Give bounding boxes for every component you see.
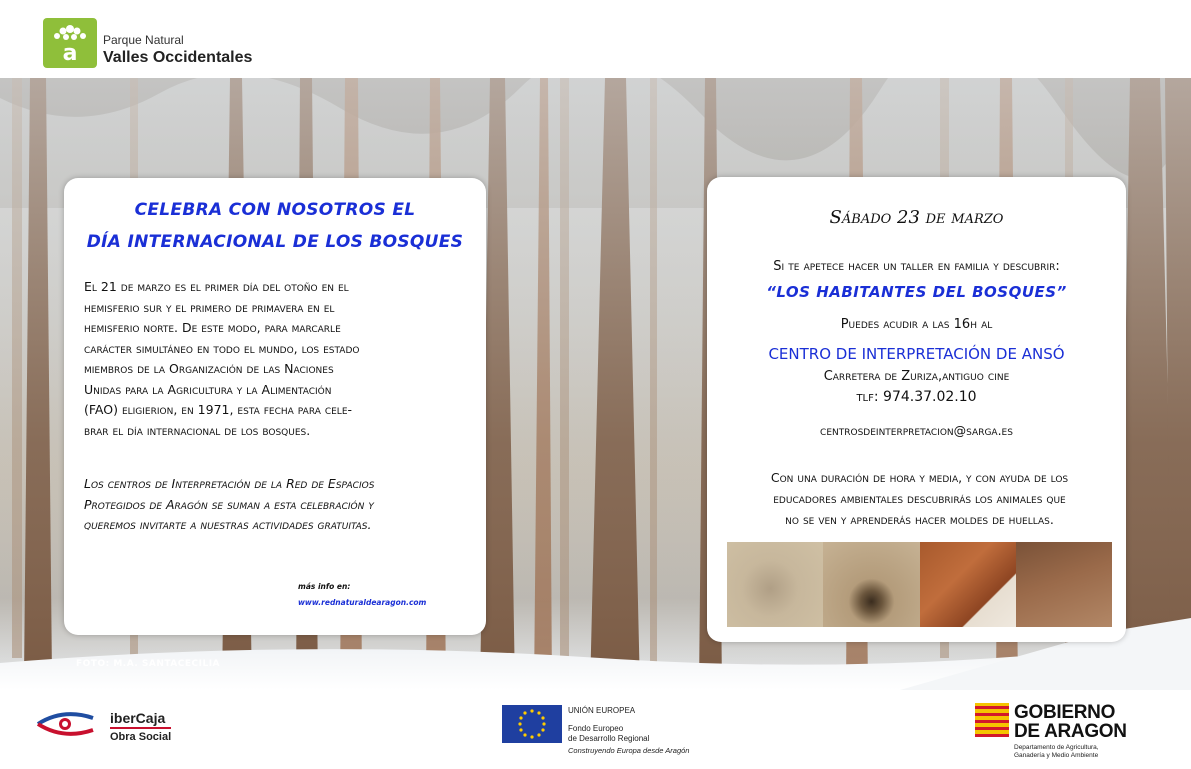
aragon-department-line-2: Ganadería y Medio Ambiente bbox=[1014, 752, 1099, 759]
more-info-link[interactable]: www.rednaturaldearagon.com bbox=[298, 598, 427, 607]
title-line-2: DÍA INTERNACIONAL DE LOS BOSQUES bbox=[86, 232, 464, 252]
description-line: Con una duración de hora y media, y con ayuda de los bbox=[770, 470, 1069, 485]
network-line: Los centros de Interpretación de la Red de Espacios bbox=[84, 476, 375, 491]
time-text: Puedes acudir a las 16h al bbox=[840, 317, 993, 332]
intro-line: hemisferio norte. De este modo, para marcarle bbox=[84, 320, 341, 335]
description-line: educadores ambientales descubrirás los animales que bbox=[773, 491, 1066, 506]
intro-line: hemisferio sur y el primero de primavera en el bbox=[84, 299, 335, 315]
eu-flag-icon bbox=[502, 705, 562, 743]
footer bbox=[0, 690, 1191, 769]
moth-photo bbox=[1016, 542, 1112, 627]
paw-print-photo bbox=[727, 542, 823, 627]
eu-fund-line-1: Fondo Europeo bbox=[568, 724, 624, 733]
aragon-title-line-2: DE ARAGON bbox=[1014, 721, 1127, 742]
network-paragraph bbox=[84, 474, 474, 536]
photo-credit: FOTO: M.A. SANTACECILIA bbox=[76, 659, 221, 669]
ibercaja-name: iberCaja bbox=[110, 710, 166, 726]
eu-fund-line-2: de Desarrollo Regional bbox=[568, 734, 650, 743]
eu-title: UNIÓN EUROPEA bbox=[568, 706, 636, 715]
title-line-1: CELEBRA CON NOSOTROS EL bbox=[134, 200, 416, 220]
footprint-photos bbox=[727, 542, 1112, 627]
info-card-left bbox=[64, 178, 486, 635]
network-line: Protegidos de Aragón se suman a esta celebración y bbox=[84, 496, 374, 512]
logo-letter: a bbox=[62, 41, 78, 66]
park-subtitle: Parque Natural bbox=[103, 33, 184, 47]
aragon-flag-icon bbox=[975, 703, 1009, 737]
park-title: Valles Occidentales bbox=[103, 49, 253, 66]
clay-mold-photo bbox=[920, 542, 1016, 627]
intro-line: El 21 de marzo es el primer día del otoño en el bbox=[84, 279, 349, 294]
eu-motto: Construyendo Europa desde Aragón bbox=[568, 746, 690, 755]
invite-text: Si te apetece hacer un taller en familia y descubrir: bbox=[773, 259, 1060, 274]
intro-line: (FAO) eligierion, en 1971, esta fecha para cele- bbox=[84, 402, 353, 417]
burrow-photo bbox=[823, 542, 919, 627]
aragon-department-line-1: Departamento de Agricultura, bbox=[1014, 744, 1099, 751]
network-line: queremos invitarte a nuestras actividades gratuitas. bbox=[84, 517, 372, 532]
center-name: CENTRO DE INTERPRETACIÓN DE ANSÓ bbox=[768, 345, 1065, 363]
more-info-label: más info en: bbox=[298, 582, 351, 591]
center-phone: tlf: 974.37.02.10 bbox=[856, 389, 977, 405]
ibercaja-subtitle: Obra Social bbox=[110, 727, 171, 743]
intro-line: Unidas para la Agricultura y la Alimentación bbox=[84, 381, 332, 397]
workshop-description bbox=[727, 467, 1112, 530]
ibercaja-logo-icon bbox=[33, 710, 98, 738]
park-logo bbox=[43, 18, 97, 68]
info-card-right bbox=[707, 177, 1126, 642]
event-date: Sábado 23 de marzo bbox=[829, 207, 1004, 228]
header bbox=[0, 0, 1191, 78]
center-address: Carretera de Zuriza,antiguo cine bbox=[823, 369, 1010, 384]
intro-line: carácter simultáneo en todo el mundo, los estado bbox=[84, 340, 360, 356]
description-line: no se ven y aprenderás hacer moldes de huellas. bbox=[785, 512, 1054, 527]
intro-line: brar el día internacional de los bosques. bbox=[84, 422, 311, 438]
workshop-title: “LOS HABITANTES DEL BOSQUES” bbox=[766, 283, 1067, 301]
aragon-title-line-1: GOBIERNO bbox=[1014, 702, 1116, 723]
intro-line: miembros de la Organización de las Naciones bbox=[84, 361, 334, 376]
intro-paragraph bbox=[84, 277, 474, 441]
center-email[interactable]: centrosdeinterpretacion@sarga.es bbox=[820, 423, 1013, 438]
